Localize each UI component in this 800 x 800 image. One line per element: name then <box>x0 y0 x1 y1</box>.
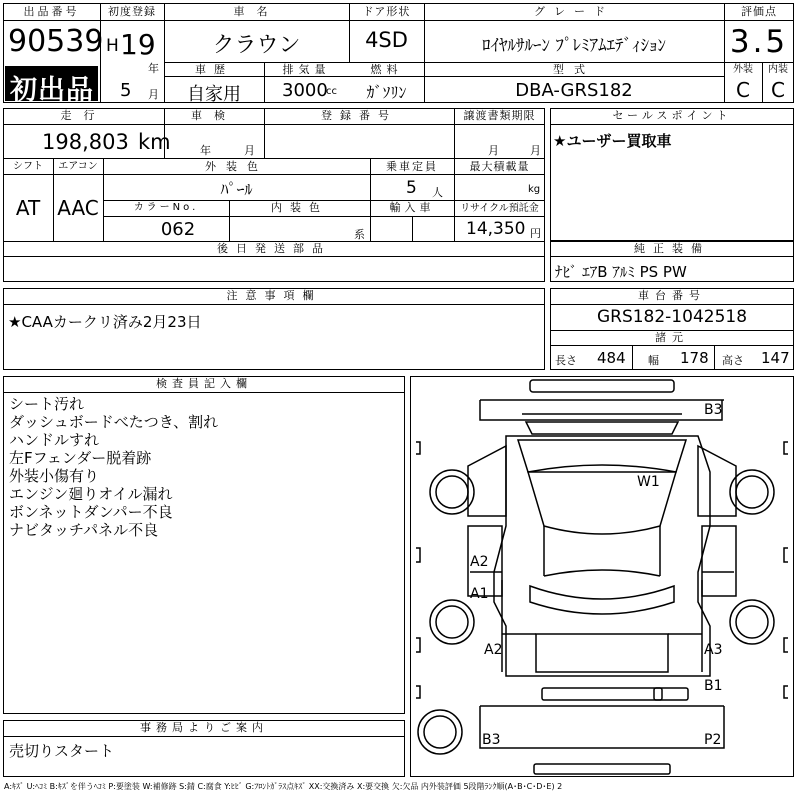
inspector-line: エンジン廻りオイル漏れ <box>9 485 173 503</box>
grade-value: ﾛｲﾔﾙｻﾙｰﾝ ﾌﾟﾚﾐｱﾑｴﾃﾞｨｼｮﾝ <box>482 36 666 56</box>
inspection-month-unit: 月 <box>244 144 255 157</box>
interior-color-label: 内装色 <box>271 201 328 214</box>
first-listing-text: 初出品 <box>10 75 94 106</box>
fuel-label: 燃料 <box>370 63 403 76</box>
name-label: 車名 <box>233 5 280 18</box>
model-value: DBA-GRS182 <box>515 80 633 101</box>
notes-text: ★CAAカークリ済み2月23日 <box>8 313 202 331</box>
score-value: 3.5 <box>729 24 789 60</box>
exterior-grade: C <box>736 78 750 102</box>
inspector-label: 検査員記入欄 <box>156 377 252 390</box>
width-value: 178 <box>680 349 709 367</box>
damage-mark: A3 <box>704 642 723 658</box>
color-no-label: カラーNo. <box>133 202 199 213</box>
inspection-year-unit: 年 <box>200 144 211 157</box>
color-label: 外装色 <box>205 160 268 173</box>
inspector-line: 左Fフェンダー脱着跡 <box>9 449 152 467</box>
history-label: 車歴 <box>195 63 233 76</box>
reg-month-unit: 月 <box>148 88 159 101</box>
mileage-label: 走行 <box>60 109 107 122</box>
door-type: 4SD <box>365 28 408 52</box>
later-parts-label: 後日発送部品 <box>217 242 331 255</box>
displacement-label: 排気量 <box>282 63 331 76</box>
damage-mark: A2 <box>484 642 503 658</box>
reg-month: 5 <box>120 80 132 101</box>
door-label: ドア形状 <box>362 5 411 18</box>
damage-mark: P2 <box>704 732 722 748</box>
sales-text: ★ユーザー買取車 <box>553 132 672 150</box>
length-label: 長さ <box>555 354 577 367</box>
height-value: 147 <box>761 349 790 367</box>
shift-label: シフト <box>13 161 43 172</box>
displacement-value: 3000 <box>282 80 328 101</box>
import-label: 輸入車 <box>389 201 435 214</box>
exterior-label: 外装 <box>733 64 753 75</box>
grade-label: グレード <box>534 5 614 18</box>
damage-mark: W1 <box>637 474 660 490</box>
score-label: 評価点 <box>741 5 777 18</box>
reg-year: 19 <box>120 28 156 61</box>
interior-grade: C <box>771 78 785 102</box>
office-label: 事務局よりご案内 <box>140 721 268 734</box>
inspector-line: ナビタッチパネル不良 <box>9 521 159 539</box>
reg-year-unit: 年 <box>148 62 159 75</box>
displacement-unit: cc <box>326 86 337 97</box>
fuel-value: ｶﾞｿﾘﾝ <box>366 83 407 102</box>
ac-label: エアコン <box>58 161 98 172</box>
length-value: 484 <box>597 349 626 367</box>
reg-label: 初度登録 <box>108 5 156 18</box>
plate-label: 登録番号 <box>321 109 397 122</box>
transfer-month-unit: 月 <box>488 144 499 157</box>
reg-era: H <box>106 36 119 56</box>
inspector-line: ハンドルすれ <box>9 431 100 449</box>
recycle-unit: 円 <box>530 227 541 240</box>
car-diagram <box>410 376 794 777</box>
notes-label: 注意事項欄 <box>226 289 322 302</box>
inspector-line: シート汚れ <box>9 395 85 413</box>
office-text: 売切りスタート <box>9 742 115 760</box>
inspection-label: 車検 <box>191 109 237 122</box>
sales-point-block <box>550 108 794 241</box>
inspector-line: ボンネットダンパー不良 <box>9 503 173 521</box>
capacity-label: 乗車定員 <box>386 160 438 173</box>
sales-label: セールスポイント <box>612 109 732 122</box>
capacity-unit: 人 <box>432 186 443 199</box>
width-label: 幅 <box>648 354 659 367</box>
inspector-line: 外装小傷有り <box>9 467 100 485</box>
recycle-label: リサイクル預託金 <box>460 203 539 214</box>
history-value: 自家用 <box>187 84 241 105</box>
interior-color-unit: 系 <box>354 228 365 241</box>
color-value: ﾊﾟｰﾙ <box>220 180 253 199</box>
color-no-value: 062 <box>160 219 196 240</box>
chassis-number: GRS182-1042518 <box>596 307 748 327</box>
lot-number: 90539 <box>8 24 104 59</box>
damage-mark: B3 <box>704 402 723 418</box>
height-label: 高さ <box>722 354 744 367</box>
mileage-value: 198,803 <box>42 130 129 154</box>
damage-mark: A2 <box>470 554 489 570</box>
damage-mark: B3 <box>482 732 501 748</box>
shift-value: AT <box>15 196 41 220</box>
model-label: 型式 <box>553 63 595 76</box>
equipment-label: 純正装備 <box>634 242 710 255</box>
legend-text: A:ｷｽﾞ U:ﾍｺﾐ B:ｷｽﾞを伴うﾍｺﾐ P:要塗装 W:補修跡 S:錆 C:腐食 Y:ﾋﾋﾞ G:ﾌﾛﾝﾄｶﾞﾗｽ点ｷｽﾞ XX:交換済み X:要交換 欠:欠品 内外装評価 5段階ﾗﾝｸ順(A･B･C･D･E) 2 <box>4 782 563 791</box>
damage-mark: B1 <box>704 678 723 694</box>
damage-mark: A1 <box>470 586 489 602</box>
mileage-unit: km <box>138 130 171 154</box>
load-unit: kg <box>528 184 541 195</box>
spec-label: 諸元 <box>655 331 689 344</box>
equipment-value: ﾅﾋﾞ ｴｱB ｱﾙﾐ PS PW <box>555 263 687 281</box>
ac-value: AAC <box>57 196 99 220</box>
load-label: 最大積載量 <box>469 160 530 173</box>
car-name: クラウン <box>212 33 301 58</box>
transfer-label: 譲渡書類期限 <box>463 109 536 122</box>
inspector-line: ダッシュボードべたつき、割れ <box>9 413 219 431</box>
chassis-label: 車台番号 <box>638 289 706 302</box>
interior-label: 内装 <box>768 64 788 75</box>
lot-label: 出品番号 <box>23 5 80 18</box>
capacity-value: 5 <box>406 178 417 198</box>
transfer-day-unit: 月 <box>530 144 541 157</box>
recycle-value: 14,350 <box>466 219 526 239</box>
